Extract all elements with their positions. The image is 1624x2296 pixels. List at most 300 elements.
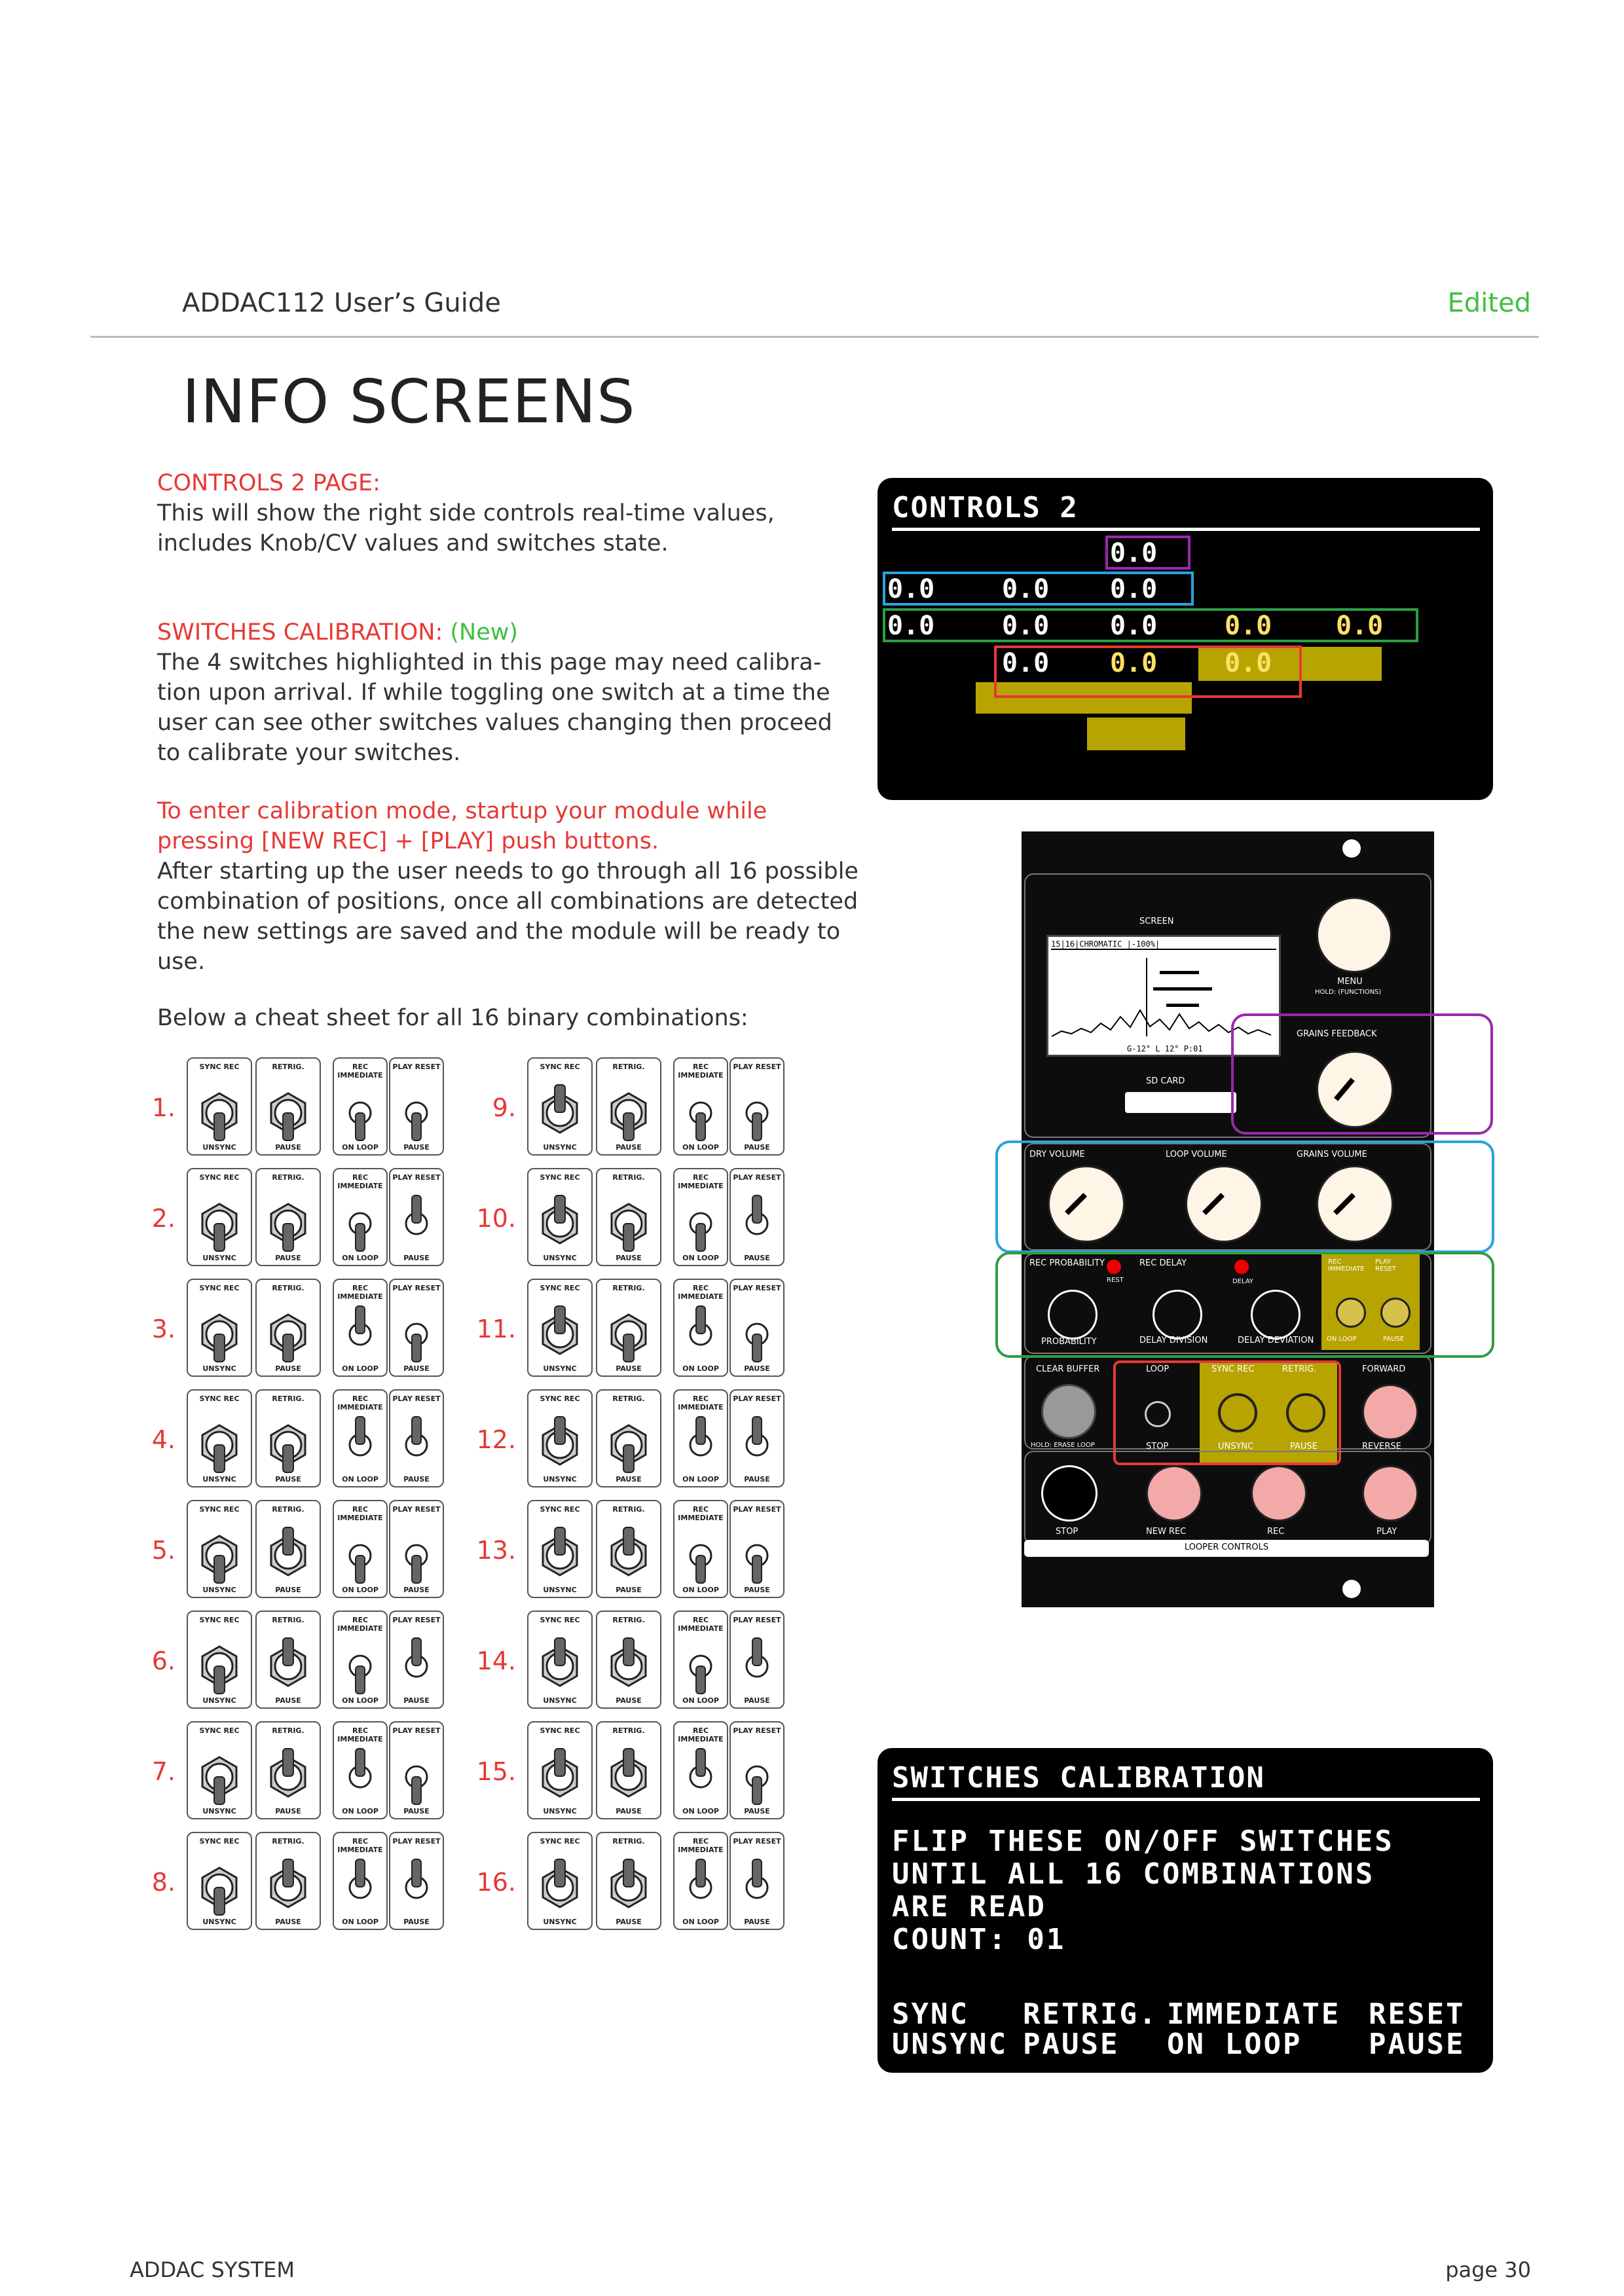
toggle-icon — [674, 1630, 727, 1696]
switch-diagram — [389, 1389, 444, 1487]
switch-bottom-label: UNSYNC — [543, 1143, 577, 1152]
calibration-line: user can see other switches values changing then proceed — [157, 710, 832, 736]
rec-label: REC — [1267, 1527, 1285, 1537]
switch-top-label: PLAY RESET — [733, 1173, 781, 1182]
switch-diagram — [255, 1500, 321, 1598]
switch-bottom-label: PAUSE — [403, 1254, 430, 1262]
switch-diagram — [673, 1057, 728, 1156]
toggle-icon — [674, 1298, 727, 1364]
toggle-icon — [390, 1188, 443, 1253]
toggle-icon — [188, 1520, 251, 1585]
controls2-body-1: This will show the right side controls real-time values, — [157, 500, 775, 526]
rec-immediate-label: REC IMMEDIATE — [1328, 1258, 1365, 1273]
controls2-lcd-title: CONTROLS 2 — [892, 491, 1079, 524]
rest-label: REST — [1107, 1277, 1124, 1284]
unsync-label: UNSYNC — [1218, 1442, 1254, 1451]
toggle-icon — [528, 1741, 591, 1806]
value-retrig: 0.0 — [1225, 648, 1272, 678]
toggle-icon — [674, 1851, 727, 1917]
switch-diagram — [187, 1168, 252, 1266]
switch-top-label: PLAY RESET — [392, 1173, 441, 1182]
rec-probability-label: REC PROBABILITY — [1029, 1258, 1105, 1268]
toggle-icon — [528, 1077, 591, 1142]
stop-button-label: STOP — [1056, 1527, 1079, 1537]
combination-number: 6. — [151, 1647, 175, 1675]
combination-card — [476, 1279, 1120, 1383]
switch-diagram — [187, 1389, 252, 1487]
switch-top-label: RETRIG. — [612, 1394, 645, 1403]
play-reset-label: PLAY RESET — [1375, 1258, 1397, 1273]
switch-top-label: PLAY RESET — [392, 1063, 441, 1071]
combination-card — [476, 1168, 1120, 1273]
menu-label: MENU — [1337, 977, 1363, 987]
combination-number: 7. — [151, 1757, 175, 1786]
combination-number: 10. — [476, 1204, 516, 1233]
stop-label: STOP — [1146, 1442, 1169, 1451]
switch-top-label: PLAY RESET — [392, 1394, 441, 1403]
after-line: After starting up the user needs to go through all 16 possible — [157, 858, 858, 884]
looper-controls-label: LOOPER CONTROLS — [1184, 1542, 1269, 1552]
switch-diagram — [255, 1168, 321, 1266]
switch-top-label: REC IMMEDIATE — [678, 1284, 724, 1301]
switch-top-label: RETRIG. — [612, 1173, 645, 1182]
switch-bottom-label: PAUSE — [744, 1143, 770, 1152]
switch-bottom-label: PAUSE — [275, 1475, 301, 1484]
value-play-reset: 0.0 — [1336, 611, 1384, 641]
switch-diagram — [729, 1832, 784, 1930]
switch-top-label: PLAY RESET — [733, 1394, 781, 1403]
cal-line: UNTIL ALL 16 COMBINATIONS — [892, 1857, 1375, 1891]
switch-diagram — [187, 1832, 252, 1930]
mini-screen-header: 15|16|CHROMATIC |-100%| — [1051, 939, 1276, 950]
cal-retrig-bottom: PAUSE — [1023, 2028, 1120, 2061]
switch-bottom-label: UNSYNC — [543, 1807, 577, 1815]
switch-top-label: SYNC REC — [199, 1616, 240, 1624]
switch-diagram — [673, 1832, 728, 1930]
switch-bottom-label: PAUSE — [275, 1696, 301, 1705]
combination-number: 9. — [492, 1093, 516, 1122]
switch-diagram — [596, 1500, 661, 1598]
delay-division-label: DELAY DIVISION — [1139, 1336, 1208, 1345]
switch-bottom-label: UNSYNC — [543, 1475, 577, 1484]
cal-immediate-bottom: ON LOOP — [1167, 2028, 1302, 2061]
toggle-icon — [257, 1630, 320, 1696]
toggle-icon — [334, 1520, 386, 1585]
combination-card — [491, 1057, 1120, 1162]
switch-diagram — [596, 1611, 661, 1709]
switch-top-label: SYNC REC — [199, 1173, 240, 1182]
toggle-icon — [390, 1630, 443, 1696]
switch-top-label: SYNC REC — [540, 1837, 580, 1846]
switch-top-label: RETRIG. — [612, 1063, 645, 1071]
switch-diagram — [333, 1279, 388, 1377]
switch-bottom-label: PAUSE — [744, 1364, 770, 1373]
toggle-icon — [257, 1520, 320, 1585]
cal-retrig-top: RETRIG. — [1023, 1997, 1158, 2031]
toggle-icon — [390, 1409, 443, 1474]
switch-bottom-label: UNSYNC — [202, 1143, 236, 1152]
cal-reset-top: RESET — [1369, 1997, 1466, 2031]
switch-diagram — [333, 1721, 388, 1819]
delay-label: DELAY — [1232, 1278, 1253, 1285]
retrig-label: RETRIG. — [1282, 1364, 1317, 1374]
switch-top-label: REC IMMEDIATE — [337, 1173, 383, 1190]
switch-diagram — [729, 1500, 784, 1598]
toggle-icon — [188, 1409, 251, 1474]
switch-top-label: PLAY RESET — [733, 1063, 781, 1071]
calibration-line: to calibrate your switches. — [157, 740, 461, 766]
value-grains-feedback: 0.0 — [1110, 538, 1158, 568]
switch-diagram — [729, 1279, 784, 1377]
combination-number: 4. — [151, 1425, 175, 1454]
switch-highlight — [1087, 718, 1185, 750]
toggle-icon — [257, 1741, 320, 1806]
switch-diagram — [333, 1832, 388, 1930]
footer-page-number: page 30 — [1445, 2257, 1531, 2282]
toggle-icon — [528, 1520, 591, 1585]
switch-top-label: REC IMMEDIATE — [678, 1726, 724, 1743]
on-loop-label: ON LOOP — [1327, 1336, 1357, 1343]
rec-button[interactable] — [1251, 1465, 1307, 1522]
toggle-icon — [597, 1077, 660, 1142]
combination-card — [476, 1389, 1120, 1494]
switch-top-label: SYNC REC — [540, 1284, 580, 1292]
switch-bottom-label: PAUSE — [275, 1364, 301, 1373]
delay-deviation-label: DELAY DEVIATION — [1238, 1336, 1314, 1345]
toggle-icon — [674, 1077, 727, 1142]
toggle-icon — [257, 1298, 320, 1364]
controls2-body-2: includes Knob/CV values and switches state. — [157, 530, 669, 556]
toggle-icon — [731, 1851, 783, 1917]
toggle-icon — [528, 1851, 591, 1917]
switch-diagram — [187, 1057, 252, 1156]
switch-top-label: SYNC REC — [540, 1505, 580, 1514]
switch-bottom-label: ON LOOP — [342, 1364, 378, 1373]
switch-top-label: PLAY RESET — [733, 1284, 781, 1292]
toggle-icon — [390, 1298, 443, 1364]
combination-number: 14. — [476, 1647, 516, 1675]
value-sync-rec: 0.0 — [1110, 648, 1158, 678]
calibration-section — [157, 617, 877, 768]
grains-feedback-label: GRAINS FEEDBACK — [1297, 1029, 1377, 1039]
switch-top-label: REC IMMEDIATE — [337, 1505, 383, 1522]
toggle-icon — [390, 1851, 443, 1917]
switch-diagram — [187, 1279, 252, 1377]
switch-bottom-label: UNSYNC — [202, 1364, 236, 1373]
new-rec-label: NEW REC — [1146, 1527, 1187, 1537]
hold-erase-label: HOLD: ERASE LOOP — [1031, 1442, 1095, 1449]
switch-top-label: REC IMMEDIATE — [678, 1505, 724, 1522]
reverse-label: REVERSE — [1362, 1442, 1401, 1451]
switch-diagram — [255, 1389, 321, 1487]
switch-bottom-label: UNSYNC — [202, 1696, 236, 1705]
menu-sub-label: HOLD: (FUNCTIONS) — [1315, 989, 1382, 996]
switch-diagram — [389, 1832, 444, 1930]
green-box — [883, 608, 1418, 642]
cheat-sheet-intro: Below a cheat sheet for all 16 binary combinations: — [157, 1005, 748, 1031]
toggle-icon — [188, 1298, 251, 1364]
rec-mode-toggle[interactable] — [1145, 1401, 1171, 1427]
document-title: ADDAC112 User’s Guide — [182, 288, 501, 318]
mount-hole — [1342, 1580, 1361, 1598]
switch-bottom-label: PAUSE — [616, 1143, 642, 1152]
toggle-icon — [528, 1409, 591, 1474]
toggle-icon — [188, 1851, 251, 1917]
toggle-icon — [257, 1851, 320, 1917]
switch-diagram — [527, 1721, 593, 1819]
toggle-icon — [528, 1188, 591, 1253]
mount-hole — [1342, 839, 1361, 858]
switch-top-label: SYNC REC — [540, 1063, 580, 1071]
switch-top-label: REC IMMEDIATE — [337, 1726, 383, 1743]
toggle-icon — [597, 1298, 660, 1364]
toggle-icon — [731, 1298, 783, 1364]
toggle-icon — [188, 1630, 251, 1696]
clear-buffer-label: CLEAR BUFFER — [1036, 1364, 1100, 1374]
switch-diagram — [255, 1279, 321, 1377]
switch-diagram — [596, 1389, 661, 1487]
switch-diagram — [389, 1721, 444, 1819]
switch-top-label: PLAY RESET — [733, 1837, 781, 1846]
switch-top-label: PLAY RESET — [392, 1616, 441, 1624]
toggle-icon — [390, 1077, 443, 1142]
switch-top-label: RETRIG. — [272, 1063, 304, 1071]
screen-label: SCREEN — [1139, 917, 1174, 926]
toggle-icon — [597, 1851, 660, 1917]
toggle-icon — [731, 1409, 783, 1474]
switch-bottom-label: PAUSE — [403, 1364, 430, 1373]
switch-top-label: SYNC REC — [199, 1063, 240, 1071]
switch-diagram — [255, 1611, 321, 1709]
switch-top-label: RETRIG. — [272, 1726, 304, 1735]
page-title: INFO SCREENS — [182, 367, 636, 437]
switch-bottom-label: ON LOOP — [682, 1364, 719, 1373]
toggle-icon — [731, 1077, 783, 1142]
value-delay-deviation: 0.0 — [1110, 611, 1158, 641]
switch-top-label: SYNC REC — [540, 1173, 580, 1182]
value-loop-volume: 0.0 — [1002, 574, 1050, 604]
after-line: use. — [157, 949, 206, 975]
switch-bottom-label: PAUSE — [616, 1807, 642, 1815]
toggle-icon — [731, 1520, 783, 1585]
switch-bottom-label: ON LOOP — [682, 1254, 719, 1262]
combination-number: 12. — [476, 1425, 516, 1454]
switch-bottom-label: ON LOOP — [342, 1586, 378, 1594]
switch-top-label: SYNC REC — [199, 1284, 240, 1292]
toggle-icon — [334, 1851, 386, 1917]
menu-encoder[interactable] — [1316, 897, 1392, 973]
switch-bottom-label: UNSYNC — [543, 1696, 577, 1705]
toggle-icon — [731, 1188, 783, 1253]
switch-diagram — [673, 1500, 728, 1598]
toggle-icon — [334, 1409, 386, 1474]
switch-bottom-label: ON LOOP — [682, 1807, 719, 1815]
lcd-title-rule — [892, 528, 1480, 531]
toggle-icon — [597, 1520, 660, 1585]
after-line: the new settings are saved and the module will be ready to — [157, 919, 841, 945]
switch-bottom-label: UNSYNC — [543, 1254, 577, 1262]
switch-diagram — [673, 1279, 728, 1377]
combination-number: 1. — [151, 1093, 175, 1122]
switch-top-label: REC IMMEDIATE — [678, 1063, 724, 1080]
switch-bottom-label: ON LOOP — [682, 1475, 719, 1484]
switch-bottom-label: ON LOOP — [342, 1254, 378, 1262]
switch-diagram — [527, 1389, 593, 1487]
switch-diagram — [527, 1168, 593, 1266]
value-grains-volume: 0.0 — [1110, 574, 1158, 604]
switch-diagram — [596, 1168, 661, 1266]
switch-bottom-label: UNSYNC — [543, 1364, 577, 1373]
switch-bottom-label: PAUSE — [744, 1475, 770, 1484]
switch-diagram — [673, 1721, 728, 1819]
switch-bottom-label: PAUSE — [616, 1254, 642, 1262]
switch-top-label: REC IMMEDIATE — [337, 1394, 383, 1412]
toggle-icon — [528, 1298, 591, 1364]
toggle-icon — [528, 1630, 591, 1696]
switch-top-label: SYNC REC — [540, 1394, 580, 1403]
switch-bottom-label: PAUSE — [403, 1696, 430, 1705]
switch-top-label: PLAY RESET — [392, 1284, 441, 1292]
switch-bottom-label: PAUSE — [403, 1143, 430, 1152]
switch-bottom-label: ON LOOP — [342, 1475, 378, 1484]
calibration-lcd-title: SWITCHES CALIBRATION — [892, 1761, 1265, 1795]
calibration-enter-section — [157, 796, 877, 977]
switch-diagram — [729, 1057, 784, 1156]
value-rec-mode: 0.0 — [1002, 648, 1050, 678]
toggle-icon — [334, 1077, 386, 1142]
switch-diagram — [389, 1279, 444, 1377]
sync-rec-toggle[interactable] — [1218, 1393, 1257, 1432]
cal-sync-top: SYNC — [892, 1997, 969, 2031]
switch-bottom-label: ON LOOP — [682, 1586, 719, 1594]
switch-top-label: REC IMMEDIATE — [337, 1284, 383, 1301]
combination-card — [476, 1611, 1120, 1715]
switch-diagram — [596, 1279, 661, 1377]
switch-top-label: REC IMMEDIATE — [337, 1063, 383, 1080]
switch-diagram — [255, 1057, 321, 1156]
switch-bottom-label: PAUSE — [403, 1586, 430, 1594]
toggle-icon — [674, 1520, 727, 1585]
value-dry-volume: 0.0 — [887, 574, 935, 604]
forward-label: FORWARD — [1362, 1364, 1406, 1374]
switch-diagram — [187, 1500, 252, 1598]
blue-box — [883, 572, 1194, 606]
switch-bottom-label: PAUSE — [616, 1918, 642, 1926]
toggle-icon — [731, 1630, 783, 1696]
play-label: PLAY — [1376, 1527, 1397, 1537]
switch-top-label: PLAY RESET — [733, 1505, 781, 1514]
sd-card-slot[interactable] — [1125, 1092, 1236, 1113]
switch-diagram — [333, 1500, 388, 1598]
switch-bottom-label: UNSYNC — [202, 1918, 236, 1926]
retrig-toggle[interactable] — [1286, 1393, 1325, 1432]
switch-bottom-label: PAUSE — [744, 1918, 770, 1926]
switch-bottom-label: PAUSE — [275, 1586, 301, 1594]
switch-top-label: RETRIG. — [272, 1394, 304, 1403]
switch-top-label: REC IMMEDIATE — [337, 1837, 383, 1854]
switch-top-label: RETRIG. — [612, 1726, 645, 1735]
dry-volume-label: DRY VOLUME — [1029, 1150, 1085, 1159]
switch-top-label: RETRIG. — [272, 1173, 304, 1182]
switch-diagram — [187, 1611, 252, 1709]
switch-diagram — [527, 1279, 593, 1377]
new-rec-button[interactable] — [1146, 1465, 1202, 1522]
pause-label: PAUSE — [1383, 1336, 1405, 1343]
switch-top-label: RETRIG. — [272, 1505, 304, 1514]
cal-count: COUNT: 01 — [892, 1923, 1066, 1956]
combination-number: 11. — [476, 1315, 516, 1343]
calibration-heading: SWITCHES CALIBRATION: — [157, 619, 443, 646]
switch-top-label: RETRIG. — [612, 1505, 645, 1514]
switch-bottom-label: PAUSE — [616, 1586, 642, 1594]
switch-top-label: REC IMMEDIATE — [678, 1173, 724, 1190]
switch-diagram — [596, 1832, 661, 1930]
switch-top-label: SYNC REC — [199, 1394, 240, 1403]
combination-number: 13. — [476, 1536, 516, 1565]
toggle-icon — [731, 1741, 783, 1806]
play-button[interactable] — [1362, 1465, 1418, 1522]
switch-bottom-label: PAUSE — [275, 1807, 301, 1815]
direction-button[interactable] — [1362, 1384, 1418, 1440]
toggle-icon — [674, 1741, 727, 1806]
toggle-icon — [257, 1409, 320, 1474]
header-divider — [90, 336, 1539, 338]
cal-reset-bottom: PAUSE — [1369, 2028, 1466, 2061]
combination-card — [476, 1500, 1120, 1605]
combination-number: 8. — [151, 1868, 175, 1897]
toggle-icon — [334, 1188, 386, 1253]
switch-top-label: SYNC REC — [540, 1726, 580, 1735]
switch-diagram — [333, 1389, 388, 1487]
switch-top-label: RETRIG. — [612, 1284, 645, 1292]
switch-diagram — [673, 1389, 728, 1487]
switch-bottom-label: ON LOOP — [342, 1807, 378, 1815]
switch-diagram — [596, 1721, 661, 1819]
cal-line: FLIP THESE ON/OFF SWITCHES — [892, 1825, 1394, 1858]
switch-top-label: PLAY RESET — [392, 1837, 441, 1846]
switch-top-label: REC IMMEDIATE — [678, 1394, 724, 1412]
switch-bottom-label: PAUSE — [616, 1696, 642, 1705]
toggle-icon — [597, 1630, 660, 1696]
switch-top-label: REC IMMEDIATE — [678, 1837, 724, 1854]
switch-bottom-label: PAUSE — [744, 1807, 770, 1815]
loop-label: LOOP — [1146, 1364, 1170, 1374]
value-rec-immediate: 0.0 — [1225, 611, 1272, 641]
cal-sync-bottom: UNSYNC — [892, 2028, 1008, 2061]
toggle-icon — [390, 1741, 443, 1806]
switch-top-label: PLAY RESET — [392, 1726, 441, 1735]
combination-number: 15. — [476, 1757, 516, 1786]
toggle-icon — [257, 1077, 320, 1142]
after-line: combination of positions, once all combinations are detected — [157, 888, 858, 915]
switch-diagram — [389, 1057, 444, 1156]
switch-diagram — [729, 1611, 784, 1709]
lcd-title-rule — [892, 1798, 1480, 1801]
switch-diagram — [187, 1721, 252, 1819]
switch-bottom-label: ON LOOP — [682, 1918, 719, 1926]
sd-card-label: SD CARD — [1146, 1076, 1185, 1086]
toggle-icon — [674, 1188, 727, 1253]
toggle-icon — [334, 1630, 386, 1696]
switch-diagram — [389, 1500, 444, 1598]
toggle-icon — [334, 1298, 386, 1364]
switch-diagram — [729, 1721, 784, 1819]
toggle-icon — [334, 1741, 386, 1806]
probability-label: PROBABILITY — [1041, 1337, 1097, 1347]
switch-top-label: SYNC REC — [199, 1726, 240, 1735]
switch-top-label: PLAY RESET — [392, 1505, 441, 1514]
combination-number: 5. — [151, 1536, 175, 1565]
